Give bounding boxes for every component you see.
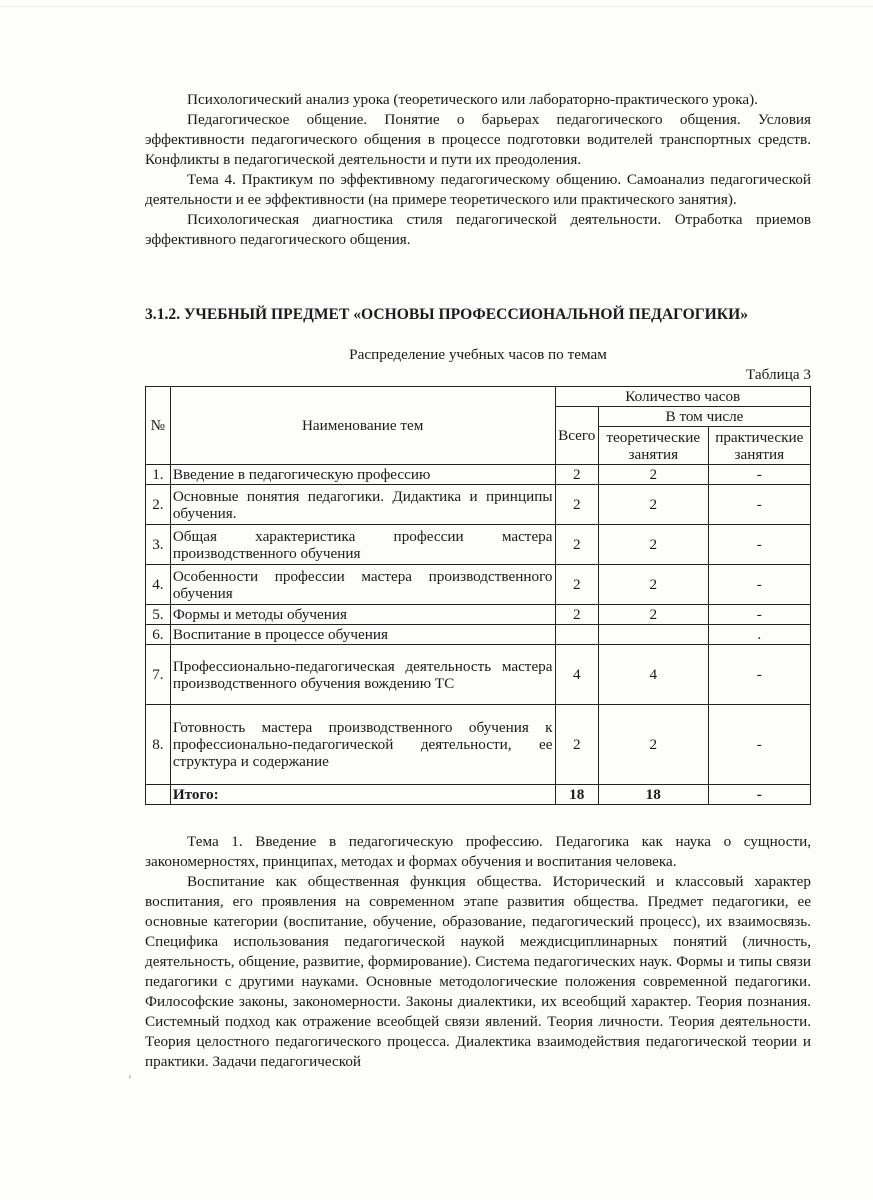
table-row: [146, 465, 811, 485]
row-practice: -: [708, 565, 810, 605]
row-name: Формы и методы обучения: [170, 605, 555, 625]
row-total: 2: [555, 565, 598, 605]
row-practice: -: [708, 645, 810, 705]
row-total: 2: [555, 465, 598, 485]
intro-text: [145, 90, 811, 250]
row-practice: .: [708, 625, 810, 645]
paragraph: Психологический анализ урока (теоретического или лабораторно-практического урока).: [187, 91, 758, 108]
row-practice: -: [708, 465, 810, 485]
row-num: 1.: [146, 465, 171, 485]
paragraph: Тема 1. Введение в педагогическую профессию. Педагогика как наука о сущности, закономерностях, принципах, методах и формах обучения и воспитания человека.: [145, 833, 811, 870]
row-num: 5.: [146, 605, 171, 625]
total-theory: 18: [598, 785, 708, 805]
table-row: [146, 485, 811, 525]
row-name: Основные понятия педагогики. Дидактика и принципы обучения.: [170, 485, 555, 525]
table-caption: Распределение учебных часов по темам: [349, 346, 607, 363]
row-total: 2: [555, 525, 598, 565]
table-row: [146, 605, 811, 625]
row-num: 8.: [146, 705, 171, 785]
row-total: 4: [555, 645, 598, 705]
table-row: [146, 525, 811, 565]
header-name: Наименование тем: [170, 387, 555, 465]
row-theory: 2: [598, 705, 708, 785]
table-row: [146, 645, 811, 705]
row-theory: 4: [598, 645, 708, 705]
header-num: №: [146, 387, 171, 465]
row-name: Особенности профессии мастера производственного обучения: [170, 565, 555, 605]
row-num: 3.: [146, 525, 171, 565]
total-label: Итого:: [170, 785, 555, 805]
header-practice: практические занятия: [708, 427, 810, 465]
total-hours: 18: [555, 785, 598, 805]
header-including: В том числе: [598, 407, 810, 427]
row-theory: 2: [598, 525, 708, 565]
table-number: Таблица 3: [746, 366, 811, 383]
row-practice: -: [708, 705, 810, 785]
row-total: 2: [555, 705, 598, 785]
row-practice: -: [708, 525, 810, 565]
row-theory: 2: [598, 485, 708, 525]
paragraph: Воспитание как общественная функция общества. Исторический и классовый характер воспитания, его проявления на современном этапе развития общества. Предмет педагогики, ее основные категории (воспитание, обучение, образование, педагогический процесс), их взаимосвязь. Специфика использования педагогической наукой междисциплинарных понятий (личность, деятельность, общение, развитие, формирование). Система педагогических наук. Формы и типы связи педагогики с другими науками. Основные методологические положения современной педагогики. Философские законы, закономерности. Законы диалектики, их всеобщий характер. Теория познания. Системный подход как отражение всеобщей связи явлений. Теория личности. Теория деятельности. Теория целостного педагогического процесса. Диалектика взаимодействия педагогической теории и практики. Задачи педагогической: [145, 873, 811, 1070]
table-row: [146, 565, 811, 605]
hours-table: [145, 386, 811, 805]
paragraph: Тема 4. Практикум по эффективному педагогическому общению. Самоанализ педагогической деятельности и ее эффективности (на примере теоретического или практического занятия).: [145, 171, 811, 208]
paragraph: Психологическая диагностика стиля педагогической деятельности. Отработка приемов эффективного педагогического общения.: [145, 211, 811, 248]
row-theory: 2: [598, 565, 708, 605]
row-total: [555, 625, 598, 645]
row-num: 4.: [146, 565, 171, 605]
scan-edge-line: [0, 6, 873, 7]
table-row: [146, 625, 811, 645]
table-row: [146, 705, 811, 785]
row-name: Введение в педагогическую профессию: [170, 465, 555, 485]
row-practice: -: [708, 605, 810, 625]
header-total: Всего: [555, 407, 598, 465]
row-theory: 2: [598, 605, 708, 625]
row-num: 2.: [146, 485, 171, 525]
row-theory: [598, 625, 708, 645]
total-practice: -: [708, 785, 810, 805]
header-theory: теоретические занятия: [598, 427, 708, 465]
row-total: 2: [555, 485, 598, 525]
row-practice: -: [708, 485, 810, 525]
section-heading: 3.1.2. УЧЕБНЫЙ ПРЕДМЕТ «ОСНОВЫ ПРОФЕССИОНАЛЬНОЙ ПЕДАГОГИКИ»: [145, 306, 749, 323]
header-hours: Количество часов: [555, 387, 810, 407]
row-theory: 2: [598, 465, 708, 485]
row-num: 7.: [146, 645, 171, 705]
pen-mark: ʻ: [128, 1072, 132, 1086]
paragraph: Педагогическое общение. Понятие о барьерах педагогического общения. Условия эффективности педагогического общения в процессе подготовки водителей транспортных средств. Конфликты в педагогической деятельности и пути их преодоления.: [145, 111, 811, 168]
table-total-row: [146, 785, 811, 805]
row-name: Общая характеристика профессии мастера производственного обучения: [170, 525, 555, 565]
row-num: 6.: [146, 625, 171, 645]
row-name: Профессионально-педагогическая деятельность мастера производственного обучения вождению ТС: [170, 645, 555, 705]
total-num-cell: [146, 785, 171, 805]
row-name: Готовность мастера производственного обучения к профессионально-педагогической деятельности, ее структура и содержание: [170, 705, 555, 785]
row-name: Воспитание в процессе обучения: [170, 625, 555, 645]
row-total: 2: [555, 605, 598, 625]
body-text: [145, 832, 811, 1072]
